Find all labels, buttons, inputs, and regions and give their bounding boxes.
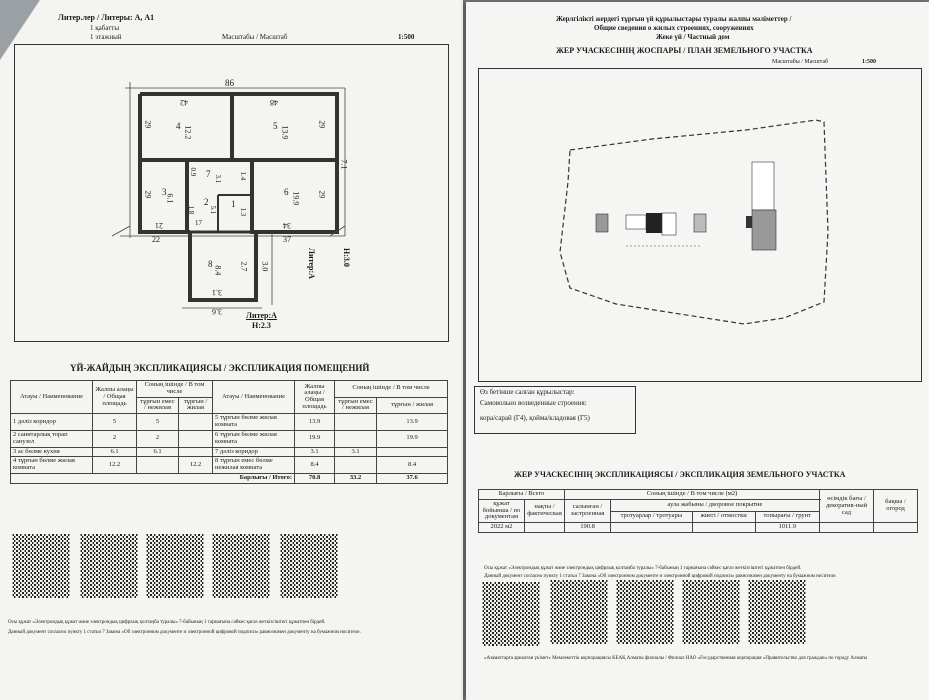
dim-right-71: 7.1 — [339, 159, 349, 170]
table-row: 4 тұрғын бөлме жилая комната 12.2 12.2 8 тұрғын емес бөлме нежилая комната 8.4 8.4 — [11, 457, 448, 474]
dim-mid-29: 29 — [317, 190, 327, 199]
table-row: 1 дәліз коридор 5 5 5 тұрғын бөлме жилая комната 13.9 13.9 — [11, 414, 448, 431]
val-ground: 1011.9 — [755, 523, 819, 533]
footer-kz: Осы құжат «Электрондық құжат және электрондық цифрлық қолтаңба туралы» 7-бабының 1 тармағына сәйкес қағаз жеткізгіштегі құжатпен бірдей. — [8, 620, 326, 625]
col-nonres-2: тұрғын емес / нежилая — [335, 397, 377, 414]
col-by-doc: құжат бойынша / по документам — [479, 499, 525, 522]
land-plan-sheet — [466, 2, 929, 700]
col-yard: аула жабыны / дворовое покрытие — [611, 499, 820, 511]
land-scale-label: Масштабы / Масштаб — [772, 59, 829, 65]
val-blind — [692, 523, 755, 533]
col-total-2: Жалпы алаңы / Общая площадь — [295, 381, 335, 414]
floor-plan-drawing — [0, 0, 463, 345]
footer-ru: Данный документ согласно пункту 1 статьи 7 Закона «Об электронном документе и электронной цифровой подписи» равнозначен документу на бумажном носителе. — [8, 630, 361, 635]
header-line-3: Жеке үй / Частный дом — [656, 33, 730, 41]
total-nonres: 33.2 — [335, 473, 377, 483]
room-6-num: 6 — [284, 187, 289, 197]
table-row: 2 санитарлық торап санузел 2 2 6 тұрғын бөлме жилая комната 19.9 19.9 — [11, 430, 448, 447]
dim-r4-top: 42 — [180, 97, 188, 107]
total-all: 70.8 — [295, 473, 335, 483]
issuer-text: «Азаматтарға арналған үкімет» Мемлекеттік корпорациясы КЕАҚ Алматы филиалы / Филиал НАО «Государственная корпорация «Правительство для граждан» по городу Алматы — [484, 656, 868, 661]
room-7-area: 3.1 — [214, 174, 223, 184]
qr-code-10 — [748, 580, 806, 644]
room-3-num: 3 — [162, 187, 167, 197]
dim-r8-30: 3.0 — [260, 261, 270, 272]
dim-bot-37: 37 — [283, 235, 291, 244]
land-explication-table — [478, 489, 918, 533]
col-incl-2: Соның ішінде / В том числе — [335, 381, 448, 398]
qr-code-4 — [212, 534, 270, 598]
col-name: Атауы / Наименование — [11, 381, 93, 414]
dim-left-b: 29 — [143, 190, 153, 199]
room-7-num: 7 — [206, 169, 211, 179]
room-2-num: 2 — [204, 197, 209, 207]
litera-title: Литер.лер / Литеры: А, А1 — [58, 13, 155, 22]
qr-code-8 — [616, 580, 674, 644]
dim-14: 1.4 — [239, 171, 248, 181]
land-footer-kz: Осы құжат «Электрондық құжат және электрондық цифрлық қолтаңба туралы» 7-бабының 1 тармағына сәйкес қағаз жеткізгіштегі құжатпен бірдей. — [484, 566, 802, 571]
col-built: салынған / застроенная — [565, 499, 611, 522]
dim-13: 1.3 — [239, 207, 248, 217]
floor-plan-sheet — [0, 0, 463, 700]
dim-r5-top: 48 — [270, 97, 278, 107]
room-5-area: 13.9 — [280, 125, 290, 140]
scale-label: Масштабы / Масштаб — [222, 33, 288, 41]
self-built-kz: Өз бетінше салған құрылыстар: — [480, 388, 575, 396]
qr-code-1 — [12, 534, 70, 598]
land-explication-title: ЖЕР УЧАСКЕСІНІҢ ЭКСПЛИКАЦИЯСЫ / ЭКСПЛИКАЦИЯ ЗЕМЕЛЬНОГО УЧАСТКА — [514, 470, 846, 479]
room-6-area: 19.9 — [291, 191, 301, 206]
room-3-area: 6.1 — [165, 193, 175, 204]
qr-code-6 — [482, 582, 540, 646]
col-blind: жиегі / отмостки — [692, 511, 755, 523]
scale-value: 1:500 — [398, 33, 415, 41]
dim-r8-36: 3.6 — [212, 306, 222, 316]
col-sidewalk: тротуарлар / тротуары — [611, 511, 693, 523]
qr-code-3 — [146, 534, 204, 598]
room-4-area: 12.2 — [183, 125, 193, 140]
total-res: 37.6 — [377, 473, 448, 483]
header-line-1: Жерлгілікті жердегі тұрғын үй құрылыстары туралы жалпы мәліметтер / — [556, 15, 792, 23]
total-label: Барлығы / Итого: — [11, 473, 295, 483]
qr-code-9 — [682, 580, 740, 644]
qr-code-5 — [280, 534, 338, 598]
col-fact: нақты / фактическая — [525, 499, 565, 522]
col-incl: Соның ішінде / В том числе — [137, 381, 213, 398]
dim-bot-22: 22 — [152, 235, 160, 244]
dim-bot-34: 34 — [283, 220, 291, 230]
room-2-area: 5.1 — [209, 205, 218, 215]
col-name-2: Атауы / Наименование — [213, 381, 295, 414]
dim-18: 1.8 — [187, 205, 196, 215]
col-garden: өсімдік бағы / декоратив-ный сад — [820, 490, 874, 523]
header-line-2: Общие сведения о жилых строениях, сооружениях — [594, 24, 754, 32]
val-orchard — [874, 523, 918, 533]
col-orchard: бақша / огород — [874, 490, 918, 523]
col-land-incl: Соның ішінде / В том числе (м2) — [565, 490, 820, 500]
litera-a1-height: Н:3.0 — [342, 248, 351, 267]
dim-17: 17 — [195, 219, 202, 227]
room-8-num: 8 — [208, 259, 213, 269]
qr-code-7 — [550, 580, 608, 644]
self-built-list: кора/сарай (Г4), қойма/кладовая (Г5) — [480, 414, 590, 422]
room-5-num: 5 — [273, 121, 278, 131]
explication-table — [10, 380, 448, 484]
land-plot-drawing — [466, 2, 929, 382]
totals-row — [11, 473, 448, 483]
floors-kz: 1 қабатты — [90, 24, 120, 32]
room-4-num: 4 — [176, 121, 181, 131]
col-land-total: Барлығы / Всего — [479, 490, 565, 500]
floors-ru: 1 этажный — [90, 33, 122, 41]
litera-a1-label: Литер:А — [307, 248, 316, 279]
land-scale-value: 1:500 — [862, 59, 876, 65]
col-res-2: тұрғын / жилая — [377, 397, 448, 414]
col-ground: топырағы / грунт — [755, 511, 819, 523]
col-total: Жалпы алаңы / Общая площадь — [93, 381, 137, 414]
litera-a-label: Литер:А — [246, 311, 277, 320]
val-doc: 2022 м2 — [479, 523, 525, 533]
dim-r8-31: 3.1 — [212, 287, 222, 297]
val-fact — [525, 523, 565, 533]
val-built: 190.8 — [565, 523, 611, 533]
val-garden — [820, 523, 874, 533]
explication-title: ҮЙ-ЖАЙДЫҢ ЭКСПЛИКАЦИЯСЫ / ЭКСПЛИКАЦИЯ ПОМЕЩЕНИЙ — [70, 363, 370, 373]
val-sidewalk — [611, 523, 693, 533]
land-plan-title: ЖЕР УЧАСКЕСІНІҢ ЖОСПАРЫ / ПЛАН ЗЕМЕЛЬНОГО УЧАСТКА — [556, 46, 813, 55]
room-8-area: 8.4 — [213, 265, 223, 276]
dim-right-29: 29 — [317, 120, 327, 129]
col-nonres: тұрғын емес / нежилая — [137, 397, 179, 414]
dim-left-a: 29 — [143, 120, 153, 129]
dim-top: 86 — [225, 78, 234, 88]
self-built-ru: Самовольно возведенные строения: — [480, 399, 587, 407]
dim-09: 0.9 — [189, 167, 198, 177]
litera-a-height: Н:2.3 — [252, 321, 271, 330]
dim-r8-27: 2.7 — [239, 261, 249, 272]
table-row — [479, 523, 918, 533]
dim-bot-21: 21 — [155, 220, 163, 230]
qr-code-2 — [80, 534, 138, 598]
land-footer-ru: Данный документ согласно пункту 1 статьи 7 Закона «Об электронном документе и электронной цифровой подписи» равнозначен документу на бумажном носителе. — [484, 574, 837, 579]
room-1-num: 1 — [231, 199, 236, 209]
table-row: 3 ас бөлме кухня 6.1 6.1 7 дәліз коридор 3.1 3.1 — [11, 447, 448, 457]
col-res: тұрғын / жилая — [179, 397, 213, 414]
